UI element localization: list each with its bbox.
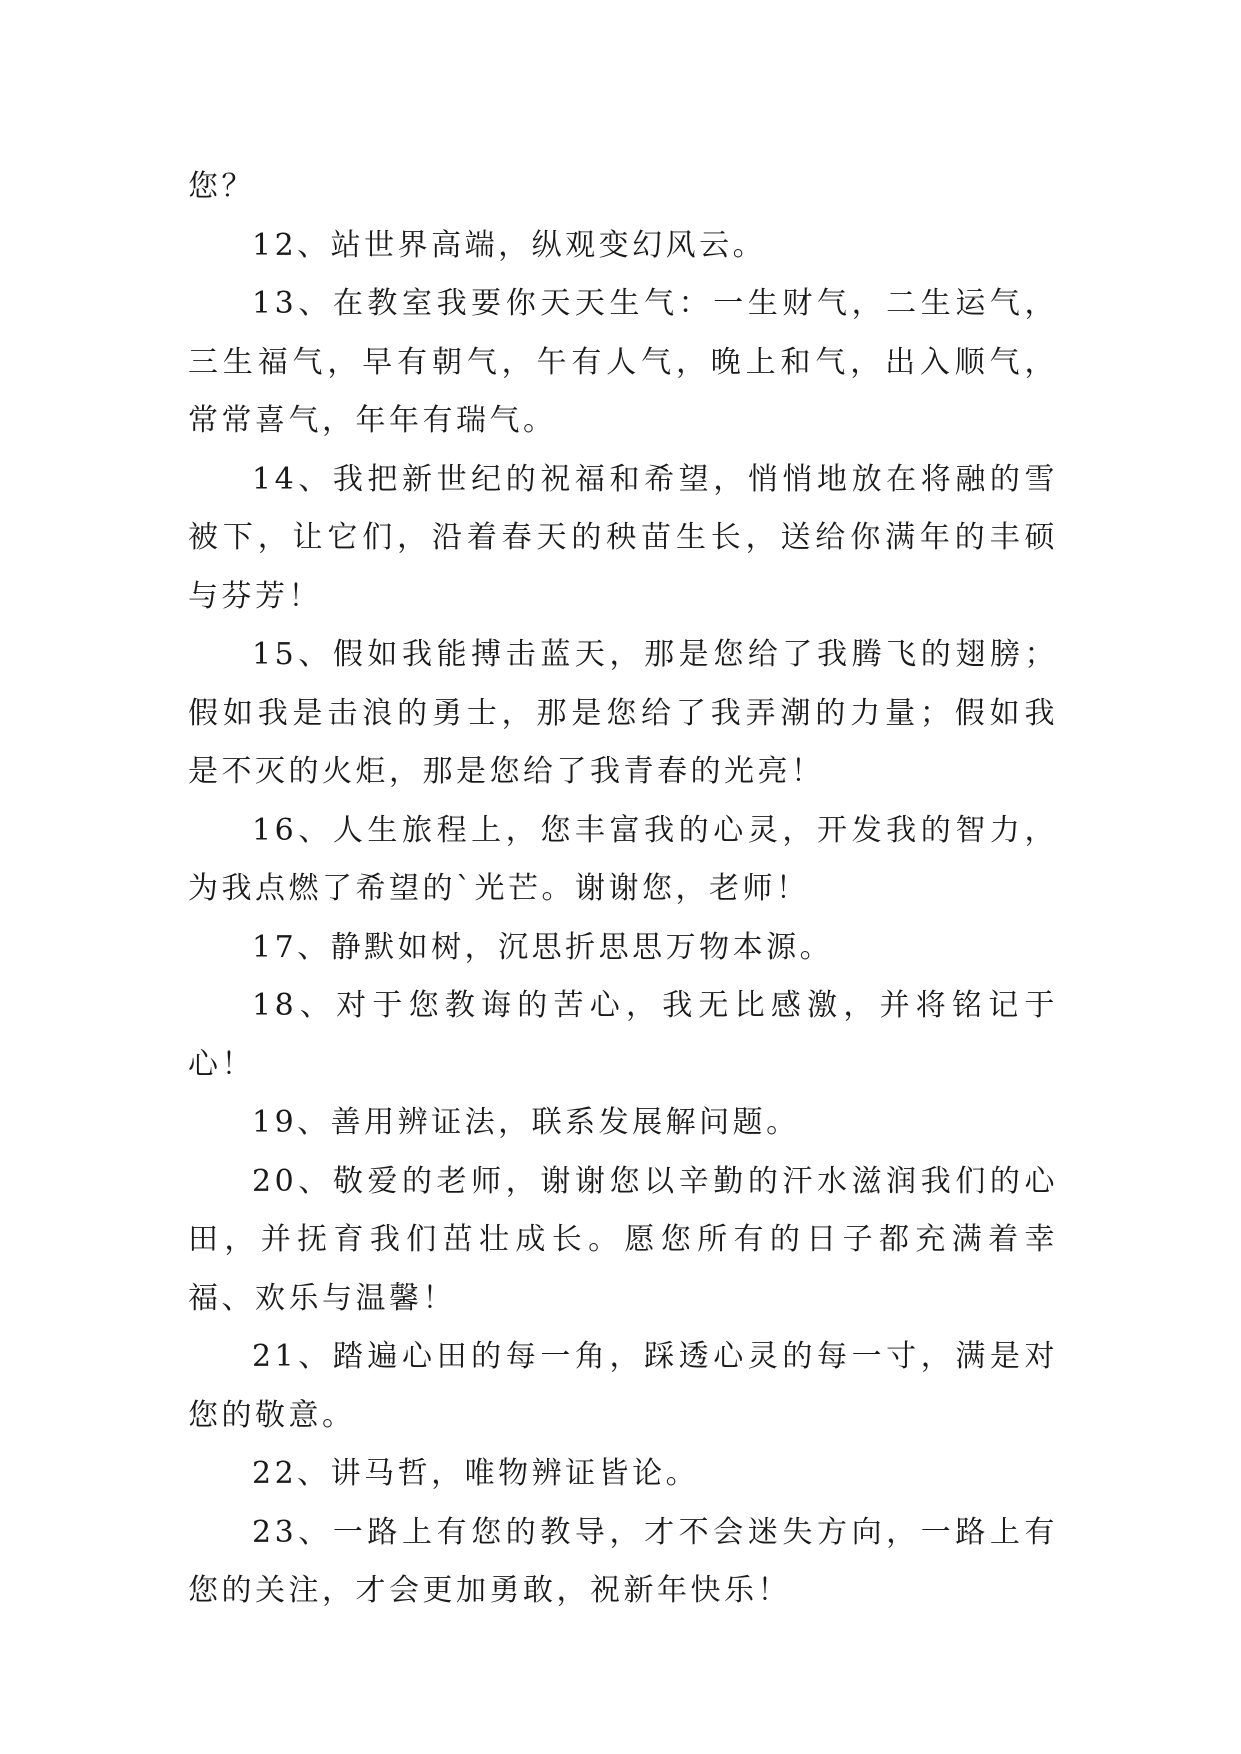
paragraph-continuation: 您？ (188, 169, 255, 204)
paragraph-13: 13、在教室我要你天天生气：一生财气，二生运气，三生福气，早有朝气，午有人气，晚上和气，出入顺气，常常喜气，年年有瑞气。 (188, 286, 1058, 438)
paragraph-21: 21、踏遍心田的每一角，踩透心灵的每一寸，满是对您的敬意。 (188, 1339, 1058, 1433)
paragraph-23: 23、一路上有您的教导，才不会迷失方向，一路上有您的关注，才会更加勇敢，祝新年快乐！ (188, 1514, 1058, 1608)
paragraph-18: 18、对于您教诲的苦心，我无比感激，并将铭记于心！ (188, 988, 1058, 1082)
paragraph-19: 19、善用辨证法，联系发展解问题。 (252, 1105, 800, 1140)
paragraph-14: 14、我把新世纪的祝福和希望，悄悄地放在将融的雪被下，让它们，沿着春天的秧苗生长，送给你满年的丰硕与芬芳！ (188, 461, 1058, 614)
paragraph-22: 22、讲马哲，唯物辨证皆论。 (252, 1456, 700, 1491)
paragraph-12: 12、站世界高端，纵观变幻风云。 (252, 227, 767, 263)
document-body (188, 158, 1058, 1621)
paragraph-20: 20、敬爱的老师，谢谢您以辛勤的汗水滋润我们的心田，并抚育我们茁壮成长。愿您所有的日子都充满着幸福、欢乐与温馨！ (188, 1163, 1058, 1316)
paragraph-16: 16、人生旅程上，您丰富我的心灵，开发我的智力，为我点燃了希望的`光芒。谢谢您，老师！ (188, 812, 1058, 906)
paragraph-17: 17、静默如树，沉思折思思万物本源。 (252, 929, 834, 965)
paragraph-15: 15、假如我能搏击蓝天，那是您给了我腾飞的翅膀；假如我是击浪的勇士，那是您给了我弄潮的力量；假如我是不灭的火炬，那是您给了我青春的光亮！ (188, 637, 1058, 789)
